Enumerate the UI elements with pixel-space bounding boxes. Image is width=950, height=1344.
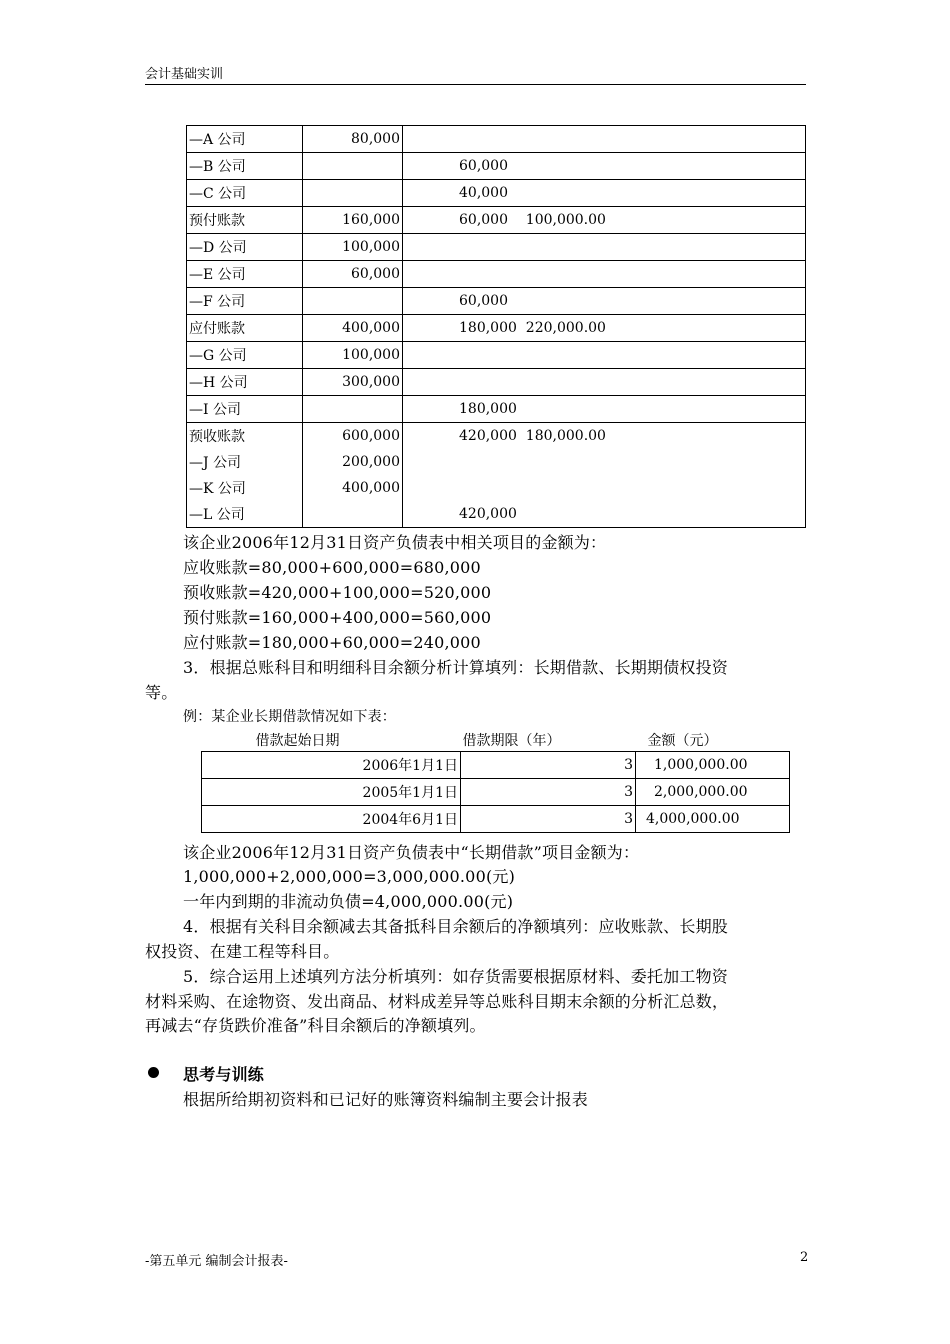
ledger-detail: 60,000 [403,153,806,180]
item-5-line-3: 再减去“存货跌价准备”科目余额后的净额填列。 [145,1016,486,1035]
formula-long-term-loan: 1,000,000+2,000,000=3,000,000.00(元) [183,867,516,886]
ledger-account: —E 公司 [187,261,303,288]
ledger-row [187,369,806,396]
loan-header-term: 借款期限（年） [462,733,561,749]
ledger-detail: 420,000 [403,501,806,528]
ledger-detail [403,261,806,288]
ledger-row [187,342,806,369]
loan-row [202,806,790,833]
ledger-row [187,288,806,315]
loan-term: 3 [461,806,636,833]
ledger-amount: 300,000 [303,369,403,396]
ledger-amount: 160,000 [303,207,403,234]
ledger-detail: 180,000 [403,396,806,423]
ledger-account: —L 公司 [187,501,303,528]
ledger-detail [403,126,806,153]
loan-term: 3 [461,752,636,779]
ledger-row [187,501,806,528]
item-4-line-2: 权投资、在建工程等科目。 [145,942,340,961]
loan-row [202,779,790,806]
formula-prepaid: 预付账款=160,000+400,000=560,000 [183,608,492,627]
formula-payable: 应付账款=180,000+60,000=240,000 [183,633,481,652]
ledger-account: 预付账款 [187,207,303,234]
ledger-row [187,315,806,342]
ledger-row [187,423,806,450]
ledger-detail: 60,000 100,000.00 [403,207,806,234]
ledger-amount: 400,000 [303,475,403,501]
section-heading: 思考与训练 [183,1065,265,1084]
item-5-line-2: 材料采购、在途物资、发出商品、材料成差异等总账科目期末余额的分析汇总数， [145,992,729,1011]
ledger-detail: 60,000 [403,288,806,315]
ledger-row [187,153,806,180]
ledger-row [187,180,806,207]
ledger-detail [403,449,806,475]
ledger-amount: 400,000 [303,315,403,342]
ledger-detail: 420,000 180,000.00 [403,423,806,450]
ledger-amount [303,153,403,180]
page-header-title: 会计基础实训 [145,67,224,82]
loan-term: 3 [461,779,636,806]
ledger-account: —B 公司 [187,153,303,180]
ledger-table [186,125,806,528]
ledger-account: —H 公司 [187,369,303,396]
formula-receivable: 应收账款=80,000+600,000=680,000 [183,558,481,577]
bullet-icon [148,1067,159,1078]
loan-header-amount: 金额（元） [647,733,718,749]
loan-table [201,729,790,833]
ledger-detail [403,369,806,396]
ledger-detail: 180,000 220,000.00 [403,315,806,342]
loan-amount: 1,000,000.00 [636,752,790,779]
ledger-row [187,396,806,423]
formula-advance-received: 预收账款=420,000+100,000=520,000 [183,583,492,602]
example-intro: 例：某企业长期借款情况如下表： [183,709,396,725]
header-rule [145,84,806,85]
formula-current-portion: 一年内到期的非流动负债=4,000,000.00(元) [183,892,514,911]
ledger-account: —D 公司 [187,234,303,261]
loan-date: 2005年1月1日 [202,779,461,806]
loan-row [202,752,790,779]
ledger-amount: 100,000 [303,342,403,369]
ledger-row [187,475,806,501]
ledger-detail [403,342,806,369]
ledger-row [187,126,806,153]
ledger-amount [303,180,403,207]
item-3-line-2: 等。 [145,683,178,702]
page-number: 2 [800,1250,809,1265]
ledger-amount [303,396,403,423]
loan-date: 2006年1月1日 [202,752,461,779]
ledger-row [187,449,806,475]
ledger-account: —F 公司 [187,288,303,315]
loan-header-date: 借款起始日期 [255,733,340,749]
loan-amount: 2,000,000.00 [636,779,790,806]
ledger-account: 应付账款 [187,315,303,342]
ledger-amount [303,501,403,528]
item-5-line-1: 5．综合运用上述填列方法分析填列：如存货需要根据原材料、委托加工物资 [183,967,728,986]
ledger-row [187,234,806,261]
item-3-line-1: 3．根据总账科目和明细科目余额分析计算填列：长期借款、长期期债权投资 [183,658,728,677]
ledger-amount: 60,000 [303,261,403,288]
loan-result-intro: 该企业2006年12月31日资产负债表中“长期借款”项目金额为： [183,843,640,862]
ledger-account: —A 公司 [187,126,303,153]
ledger-amount: 200,000 [303,449,403,475]
item-4-line-1: 4．根据有关科目余额减去其备抵科目余额后的净额填列：应收账款、长期股 [183,917,728,936]
ledger-account: —K 公司 [187,475,303,501]
ledger-account: —I 公司 [187,396,303,423]
task-text: 根据所给期初资料和已记好的账簿资料编制主要会计报表 [183,1090,589,1109]
loan-amount: 4,000,000.00 [636,806,790,833]
ledger-row [187,207,806,234]
ledger-detail [403,234,806,261]
ledger-account: —J 公司 [187,449,303,475]
ledger-amount: 600,000 [303,423,403,450]
result-intro: 该企业2006年12月31日资产负债表中相关项目的金额为： [183,533,607,552]
ledger-detail: 40,000 [403,180,806,207]
ledger-amount [303,288,403,315]
ledger-amount: 100,000 [303,234,403,261]
ledger-account: 预收账款 [187,423,303,450]
footer-chapter: -第五单元 编制会计报表- [145,1254,288,1269]
ledger-row [187,261,806,288]
loan-date: 2004年6月1日 [202,806,461,833]
ledger-account: —C 公司 [187,180,303,207]
ledger-account: —G 公司 [187,342,303,369]
ledger-amount: 80,000 [303,126,403,153]
ledger-detail [403,475,806,501]
